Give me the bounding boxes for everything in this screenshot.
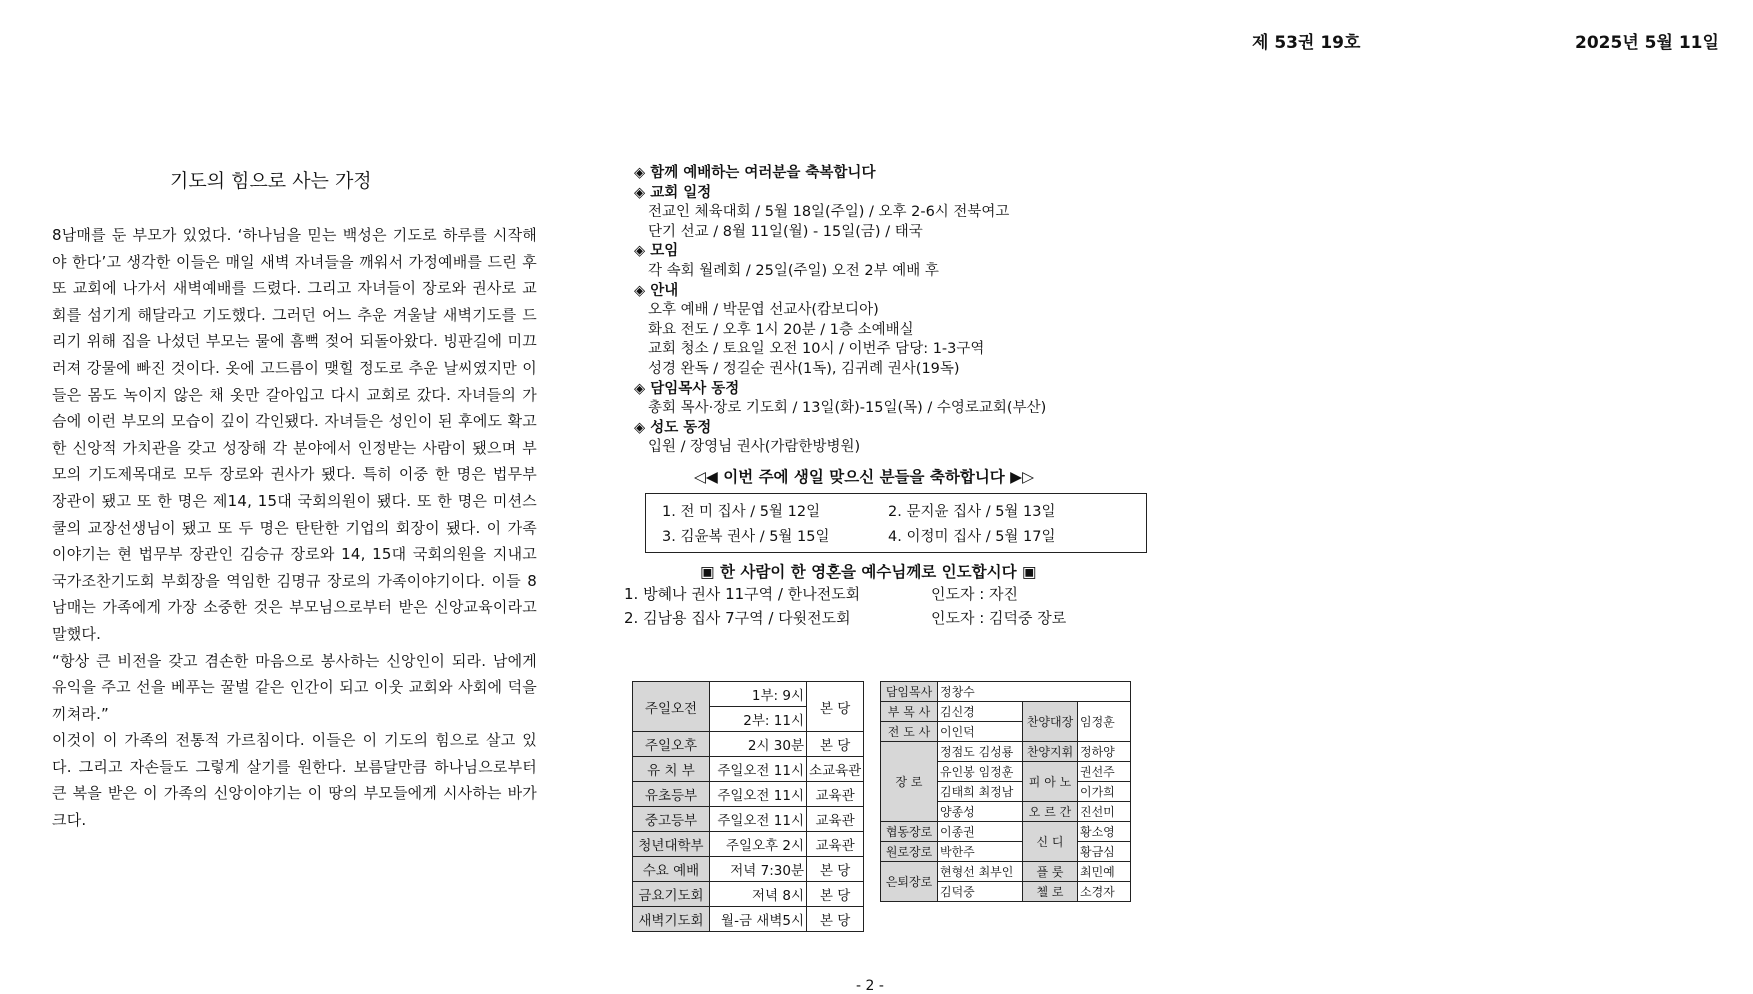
- schedule-label: 유초등부: [633, 782, 710, 807]
- staff-label: 원로장로: [881, 842, 938, 862]
- staff-name: 정점도 김성룡: [938, 742, 1023, 762]
- birthday-entry: 1. 전 미 집사 / 5월 12일: [662, 504, 821, 520]
- table-row: [633, 832, 864, 857]
- staff-name: 박한주: [938, 842, 1023, 862]
- birthday-entry: 4. 이정미 집사 / 5월 17일: [888, 529, 1056, 545]
- staff-label: 은퇴장로: [881, 862, 938, 902]
- schedule-place: 본 당: [807, 857, 864, 882]
- birthday-row: [662, 500, 1114, 521]
- birthday-box: [645, 493, 1147, 553]
- staff-name: 권선주: [1078, 762, 1131, 782]
- news-heading: ◈ 교회 일정: [634, 184, 712, 201]
- table-row: [881, 842, 1131, 862]
- schedule-place: 본 당: [807, 682, 864, 732]
- news-item: 단기 선교 / 8월 11일(월) - 15일(금) / 태국: [648, 223, 923, 240]
- news-heading: ◈ 함께 예배하는 여러분을 축복합니다: [634, 165, 876, 181]
- staff-name: 김덕중: [938, 882, 1023, 902]
- news-item: 입원 / 장영님 권사(가람한방병원): [648, 439, 861, 456]
- staff-name: 유인봉 임정훈: [938, 762, 1023, 782]
- evangelism-item: [624, 606, 1066, 630]
- table-row: [881, 742, 1131, 762]
- news-item: 교회 청소 / 토요일 오전 10시 / 이번주 담당: 1-3구역: [648, 341, 985, 358]
- birthday-entry: 3. 김윤복 권사 / 5월 15일: [662, 529, 830, 545]
- table-row: [633, 857, 864, 882]
- staff-label: 담임목사: [881, 682, 938, 702]
- evangelism-person: 2. 김남용 집사 7구역 / 다윗전도회: [624, 609, 851, 627]
- news-item: 오후 예배 / 박문엽 선교사(캄보디아): [648, 302, 879, 319]
- schedule-time: 저녁 8시: [710, 882, 807, 907]
- schedule-time: 1부: 9시: [710, 682, 807, 707]
- evangelism-guide: 인도자 : 김덕중 장로: [931, 609, 1067, 627]
- news-item: 성경 완독 / 정길순 권사(1독), 김귀례 권사(19독): [648, 360, 960, 377]
- table-row: [633, 782, 864, 807]
- staff-name: 김신경: [938, 702, 1023, 722]
- schedule-time: 저녁 7:30분: [710, 857, 807, 882]
- table-row: [881, 862, 1131, 882]
- staff-label: 찬양대장: [1023, 702, 1078, 742]
- news-item: 전교인 체육대회 / 5월 18일(주일) / 오후 2-6시 전북여고: [648, 204, 1010, 221]
- staff-name: 현형선 최부인: [938, 862, 1023, 882]
- staff-label: 오 르 간: [1023, 802, 1078, 822]
- schedule-time: 주일오후 2시: [710, 832, 807, 857]
- staff-label: 첼 로: [1023, 882, 1078, 902]
- church-staff-table: [880, 681, 1131, 902]
- news-heading: ◈ 모임: [634, 243, 679, 260]
- schedule-label: 주일오전: [633, 682, 710, 732]
- birthday-title: ◁◀ 이번 주에 생일 맞으신 분들을 축하합니다 ▶▷: [694, 468, 1034, 486]
- schedule-label: 유 치 부: [633, 757, 710, 782]
- page-number: - 2 -: [856, 978, 884, 994]
- schedule-place: 본 당: [807, 732, 864, 757]
- news-item: 화요 전도 / 오후 1시 20분 / 1층 소예배실: [648, 321, 914, 338]
- staff-name: 이인덕: [938, 722, 1023, 742]
- staff-label: 장 로: [881, 742, 938, 822]
- staff-name: 최민예: [1078, 862, 1131, 882]
- staff-name: 진선미: [1078, 802, 1131, 822]
- article-paragraph: 8남매를 둔 부모가 있었다. ‘하나님을 믿는 백성은 기도로 하루를 시작해야 한다’고 생각한 이들은 매일 새벽 자녀들을 깨워서 가정예배를 드린 후 또 교회에 나가서 새벽예배를 드렸다. 그리고 자녀들이 장로와 권사로 교회를 섬기게 해달라고 기도했다. 그러던 어느 추운 겨울날 새벽기도를 드리기 위해 집을 나섰던 부모는 물에 흠뻑 젖어 되돌아왔다. 빙판길에 미끄러져 강물에 빠진 것이다. 옷에 고드름이 맺힐 정도로 추운 날씨였지만 이들은 몸도 녹이지 않은 채 옷만 갈아입고 다시 교회로 갔다. 자녀들의 가슴에 이런 부모의 모습이 깊이 각인됐다. 자녀들은 성인이 된 후에도 확고한 신앙적 가치관을 갖고 성장해 각 분야에서 인정받는 사람이 됐으며 부모의 기도제목대로 모두 장로와 권사가 됐다. 특히 이중 한 명은 법무부 장관이 됐고 또 한 명은 제14, 15대 국회의원이 됐다. 또 한 명은 미션스쿨의 교장선생님이 됐고 또 두 명은 탄탄한 기업의 회장이 됐다. 이 가족이야기는 현 법무부 장관인 김승규 장로와 14, 15대 국회의원을 지내고 국가조찬기도회 부회장을 역임한 김명규 장로의 가족이야기이다. 이들 8남매는 가족에게 가장 소중한 것은 부모님으로부터 받은 신앙교육이라고 말했다.: [52, 226, 537, 643]
- table-row: [881, 682, 1131, 702]
- schedule-time: 주일오전 11시: [710, 757, 807, 782]
- schedule-label: 금요기도회: [633, 882, 710, 907]
- staff-label: 플 룻: [1023, 862, 1078, 882]
- staff-label: 전 도 사: [881, 722, 938, 742]
- staff-label: 부 목 사: [881, 702, 938, 722]
- staff-name: 김태희 최정남: [938, 782, 1023, 802]
- schedule-time: 2부: 11시: [710, 707, 807, 732]
- staff-name: 이가희: [1078, 782, 1131, 802]
- table-row: [633, 732, 864, 757]
- schedule-place: 본 당: [807, 907, 864, 932]
- schedule-place: 본 당: [807, 882, 864, 907]
- article-paragraph: 이것이 이 가족의 전통적 가르침이다. 이들은 이 기도의 힘으로 살고 있다. 그리고 자손들도 그렇게 살기를 원한다. 보름달만큼 하나님으로부터 큰 복을 받은 이 가족의 신앙이야기는 이 땅의 부모들에게 시사하는 바가 크다.: [52, 731, 537, 830]
- schedule-time: 월-금 새벽5시: [710, 907, 807, 932]
- staff-name: 소경자: [1078, 882, 1131, 902]
- birthday-entry: 2. 문지윤 집사 / 5월 13일: [888, 504, 1056, 520]
- staff-name: 정하양: [1078, 742, 1131, 762]
- table-row: [633, 757, 864, 782]
- schedule-label: 주일오후: [633, 732, 710, 757]
- staff-name: 정창수: [938, 682, 1131, 702]
- staff-name: 황소영: [1078, 822, 1131, 842]
- evangelism-person: 1. 방혜나 권사 11구역 / 한나전도회: [624, 585, 861, 603]
- evangelism-item: [624, 582, 1066, 606]
- table-row: [633, 882, 864, 907]
- staff-label: 찬양지휘: [1023, 742, 1078, 762]
- evangelism-list: [624, 582, 1066, 630]
- news-heading: ◈ 성도 동정: [634, 419, 712, 436]
- evangelism-title: ▣ 한 사람이 한 영혼을 예수님께로 인도합시다 ▣: [700, 563, 1037, 581]
- staff-label: 협동장로: [881, 822, 938, 842]
- schedule-place: 교육관: [807, 782, 864, 807]
- evangelism-guide: 인도자 : 자진: [931, 585, 1019, 603]
- worship-schedule-table: [632, 681, 864, 932]
- issue-date: 2025년 5월 11일: [1575, 33, 1719, 53]
- schedule-place: 교육관: [807, 807, 864, 832]
- schedule-label: 중고등부: [633, 807, 710, 832]
- schedule-time: 주일오전 11시: [710, 782, 807, 807]
- schedule-label: 수요 예배: [633, 857, 710, 882]
- news-item: 총회 목사·장로 기도회 / 13일(화)-15일(목) / 수영로교회(부산): [648, 400, 1047, 417]
- news-heading: ◈ 담임목사 동정: [634, 380, 740, 397]
- schedule-label: 새벽기도회: [633, 907, 710, 932]
- schedule-time: 주일오전 11시: [710, 807, 807, 832]
- table-row: [633, 682, 864, 707]
- schedule-label: 청년대학부: [633, 832, 710, 857]
- staff-label: 신 디: [1023, 822, 1078, 862]
- schedule-place: 교육관: [807, 832, 864, 857]
- table-row: [881, 702, 1131, 722]
- staff-name: 임정훈: [1078, 702, 1131, 742]
- staff-label: 피 아 노: [1023, 762, 1078, 802]
- staff-name: 양종성: [938, 802, 1023, 822]
- article-body: [52, 222, 537, 834]
- staff-name: 황금심: [1078, 842, 1131, 862]
- news-heading: ◈ 안내: [634, 282, 679, 299]
- table-row: [633, 807, 864, 832]
- schedule-time: 2시 30분: [710, 732, 807, 757]
- staff-name: 이종권: [938, 822, 1023, 842]
- article-title: 기도의 힘으로 사는 가정: [170, 170, 372, 192]
- church-news: [634, 164, 1174, 458]
- article-paragraph: “항상 큰 비전을 갖고 겸손한 마음으로 봉사하는 신앙인이 되라. 남에게 유익을 주고 선을 베푸는 꿀벌 같은 인간이 되고 이웃 교회와 사회에 덕을 끼쳐라.”: [52, 651, 537, 723]
- birthday-row: [662, 525, 1114, 546]
- volume-number: 제 53권 19호: [1252, 33, 1361, 53]
- table-row: [633, 907, 864, 932]
- schedule-place: 소교육관: [807, 757, 864, 782]
- table-row: [881, 822, 1131, 842]
- news-item: 각 속회 월례회 / 25일(주일) 오전 2부 예배 후: [648, 262, 939, 279]
